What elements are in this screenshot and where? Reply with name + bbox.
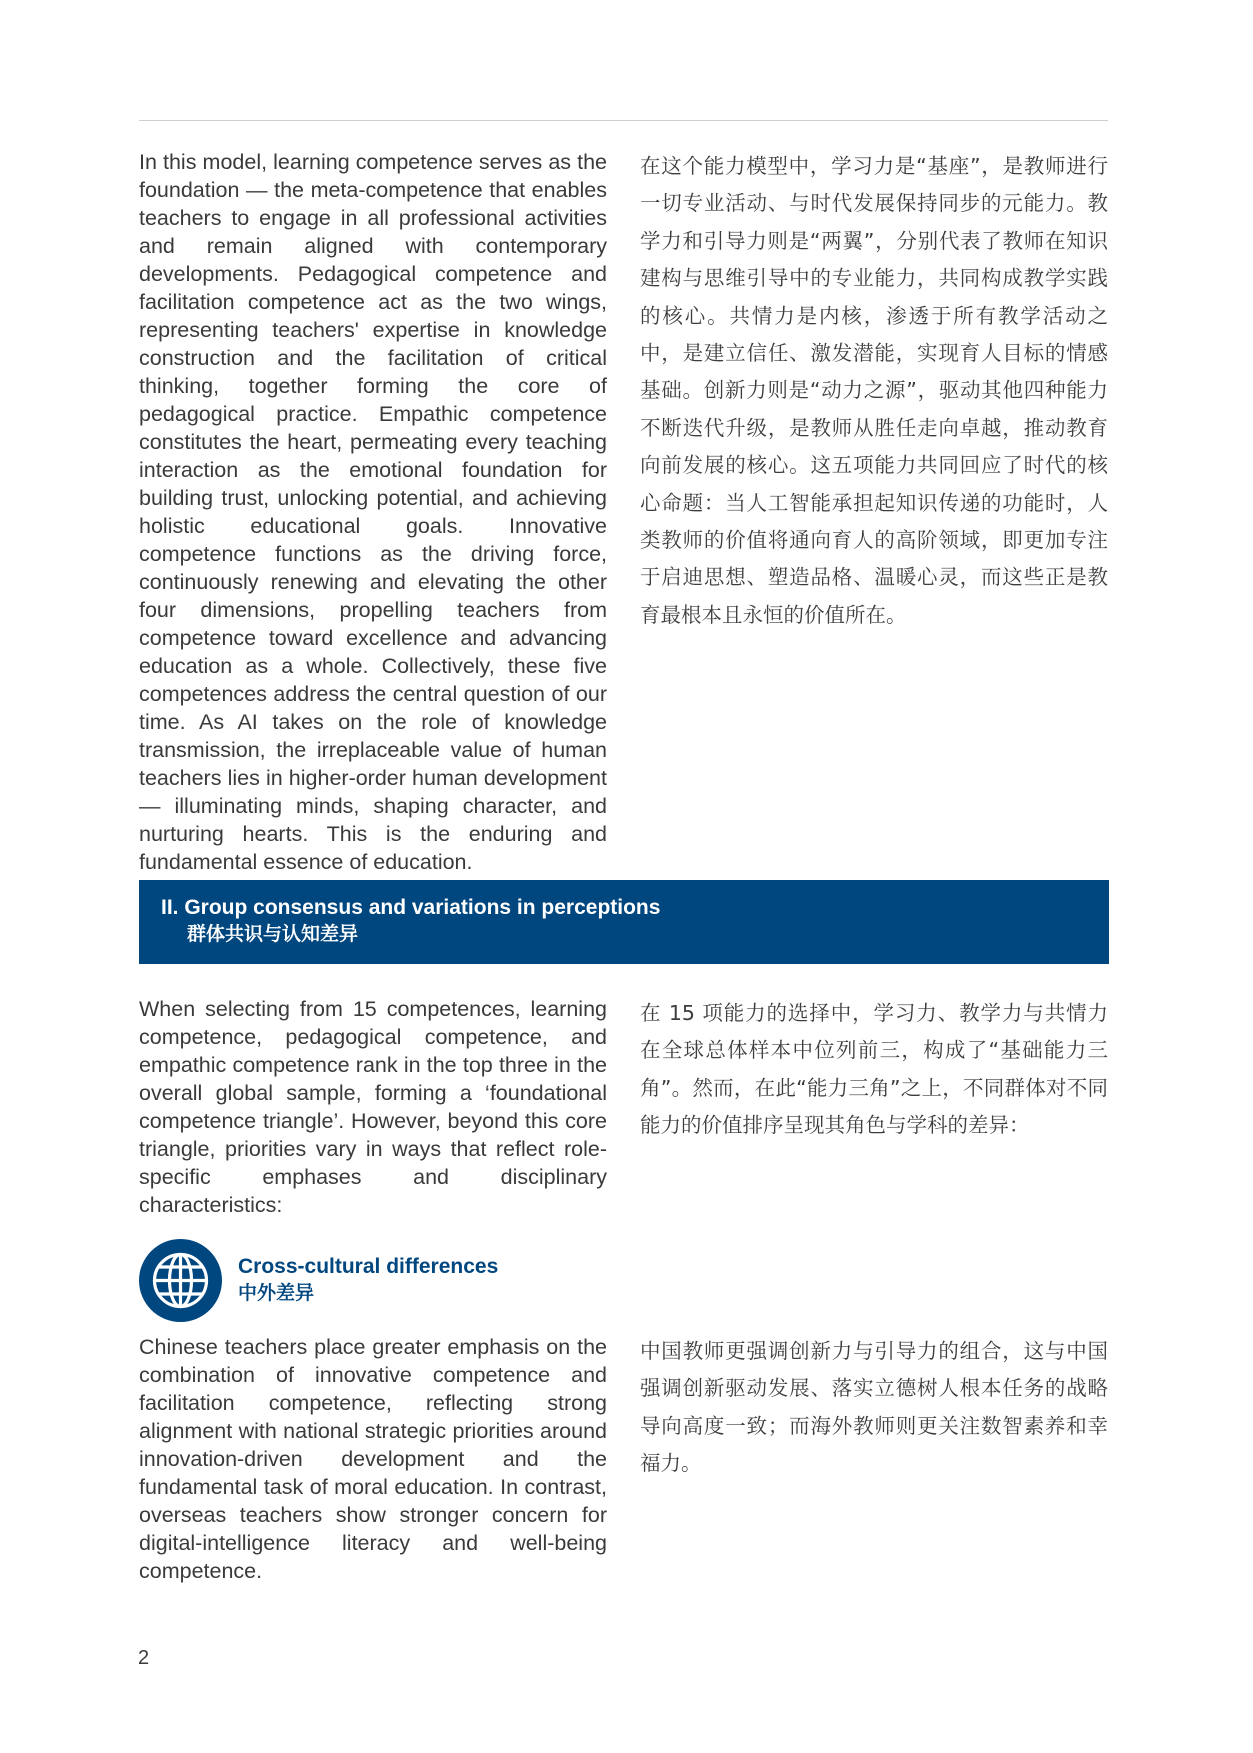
section1-english-paragraph: In this model, learning competence serves as the foundation — the meta-competence that enables teachers to engage in all professional activities and remain aligned with contemporary developments. Pedagogical competence and facilitation competence act as the two wings, representing teachers' expertise in knowledge construction and the facilitation of critical thinking, together forming the core of pedagogical practice. Empathic competence constitutes the heart, permeating every teaching interaction as the emotional foundation for building trust, unlocking potential, and achieving holistic educational goals. Innovative competence functions as the driving force, continuously renewing and elevating the other four dimensions, propelling teachers from competence toward excellence and advancing education as a whole. Collectively, these five competences address the central question of our time. As AI takes on the role of knowledge transmission, the irreplaceable value of human teachers lies in higher-order human development — illuminating minds, shaping character, and nurturing hearts. This is the enduring and fundamental essence of education. <box>139 150 607 874</box>
header-divider <box>139 120 1108 121</box>
page-number: 2 <box>138 1647 150 1669</box>
subsection-chinese-paragraph: 中国教师更强调创新力与引导力的组合，这与中国强调创新驱动发展、落实立德树人根本任务的战略导向高度一致；而海外教师则更关注数智素养和幸福力。 <box>640 1339 1108 1476</box>
subsection-heading <box>238 1253 498 1306</box>
section2-chinese-paragraph: 在 15 项能力的选择中，学习力、教学力与共情力在全球总体样本中位列前三，构成了“基础能力三角”。然而，在此“能力三角”之上，不同群体对不同能力的价值排序呈现其角色与学科的差异： <box>640 1001 1108 1138</box>
section1-chinese-paragraph: 在这个能力模型中，学习力是“基座”，是教师进行一切专业活动、与时代发展保持同步的元能力。教学力和引导力则是“两翼”，分别代表了教师在知识建构与思维引导中的专业能力，共同构成教学实践的核心。共情力是内核，渗透于所有教学活动之中，是建立信任、激发潜能，实现育人目标的情感基础。创新力则是“动力之源”，驱动其他四种能力不断迭代升级，是教师从胜任走向卓越，推动教育向前发展的核心。这五项能力共同回应了时代的核心命题：当人工智能承担起知识传递的功能时，人类教师的价值将通向育人的高阶领域，即更加专注于启迪思想、塑造品格、温暖心灵，而这些正是教育最根本且永恒的价值所在。 <box>640 154 1108 627</box>
section-heading-chinese: 群体共识与认知差异 <box>187 923 359 945</box>
subsection-heading-chinese: 中外差异 <box>238 1282 315 1304</box>
section-heading-banner <box>139 880 1109 964</box>
subsection-heading-english: Cross-cultural differences <box>238 1255 499 1278</box>
section2-english-paragraph: When selecting from 15 competences, learning competence, pedagogical competence, and empathic competence rank in the top three in the overall global sample, forming a ‘foundational competence triangle’. However, beyond this core triangle, priorities vary in ways that reflect role-specific emphases and disciplinary characteristics: <box>139 997 607 1217</box>
subsection-english-paragraph: Chinese teachers place greater emphasis on the combination of innovative competence and facilitation competence, reflecting strong alignment with national strategic priorities around innovation-driven development and the fundamental task of moral education. In contrast, overseas teachers show stronger concern for digital-intelligence literacy and well-being competence. <box>139 1335 607 1583</box>
globe-icon <box>139 1239 222 1322</box>
section-heading-english: II. Group consensus and variations in perceptions <box>161 896 661 919</box>
